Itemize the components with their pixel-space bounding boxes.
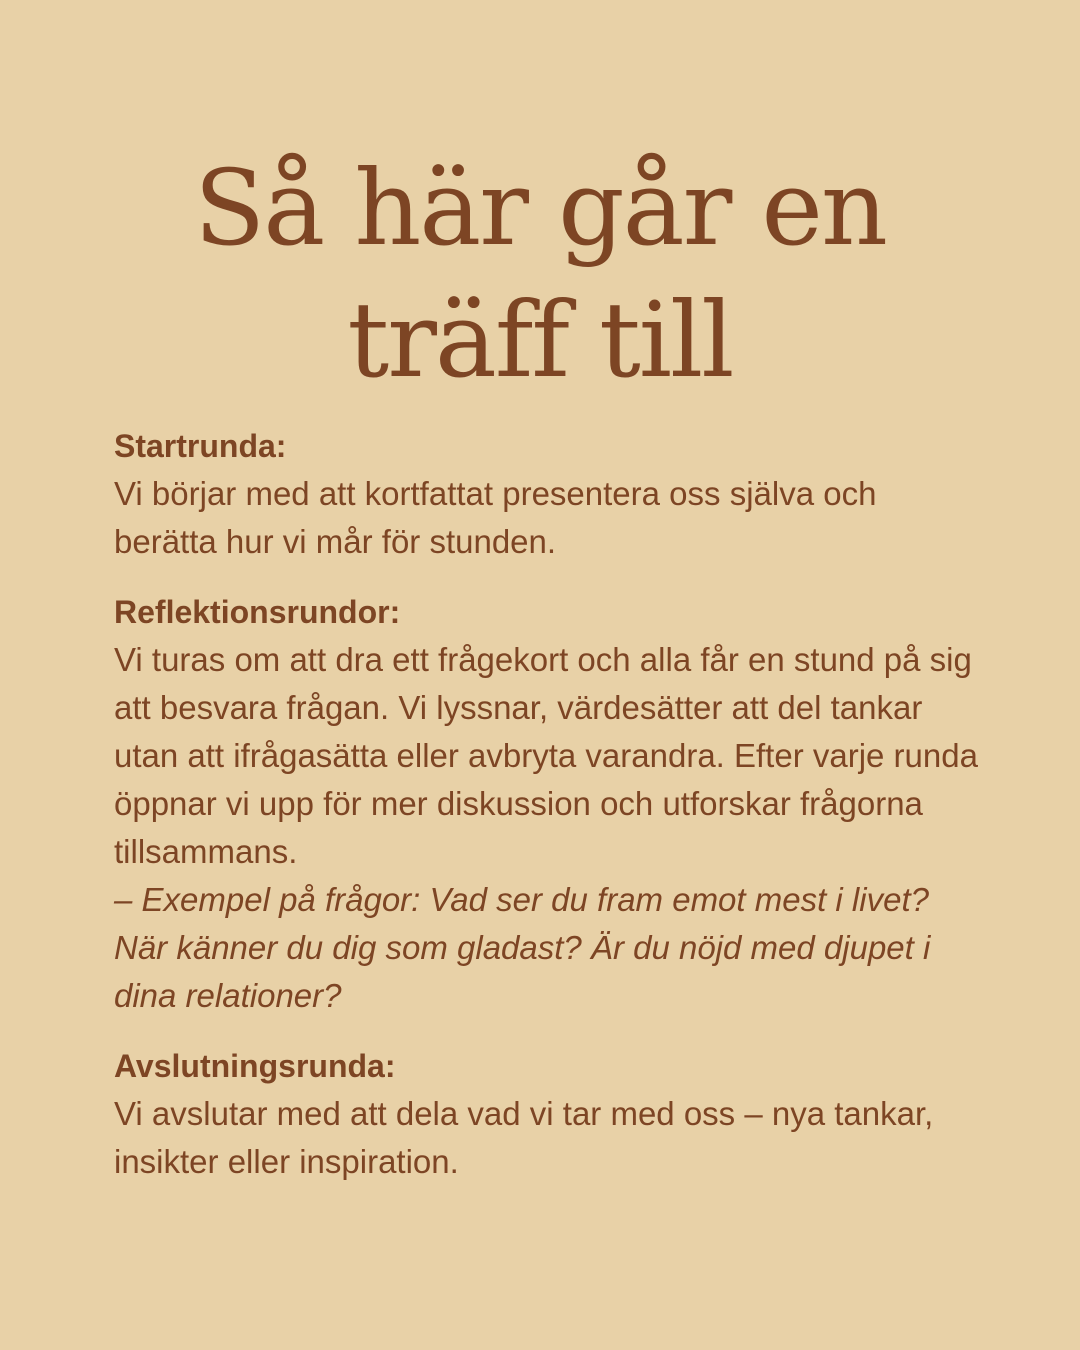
section-avslutningsrunda <box>114 1042 984 1186</box>
example-questions: – Exempel på frågor: Vad ser du fram emot mest i livet? När känner du dig som gladast? Är du nöjd med djupet i dina relationer? <box>114 881 931 1014</box>
section-text: Vi börjar med att kortfattat presentera oss själva och berätta hur vi mår för stunden. <box>114 475 877 560</box>
section-text: Vi avslutar med att dela vad vi tar med oss – nya tankar, insikter eller inspiration. <box>114 1095 934 1180</box>
content <box>114 422 984 1208</box>
page-title <box>0 142 1080 406</box>
section-heading: Startrunda: <box>114 428 287 464</box>
title-line-2: träff till <box>347 279 733 401</box>
section-text: Vi turas om att dra ett frågekort och alla får en stund på sig att besvara frågan. Vi lyssnar, värdesätter att del tankar utan att ifrågasätta eller avbryta varandra. Efter varje runda öppnar vi upp för mer diskussion och utforskar frågorna tillsammans. <box>114 641 978 870</box>
section-reflektionsrundor <box>114 588 984 1020</box>
section-startrunda <box>114 422 984 566</box>
title-line-1: Så här går en <box>194 147 886 269</box>
section-heading: Reflektionsrundor: <box>114 594 401 630</box>
section-heading: Avslutningsrunda: <box>114 1048 396 1084</box>
